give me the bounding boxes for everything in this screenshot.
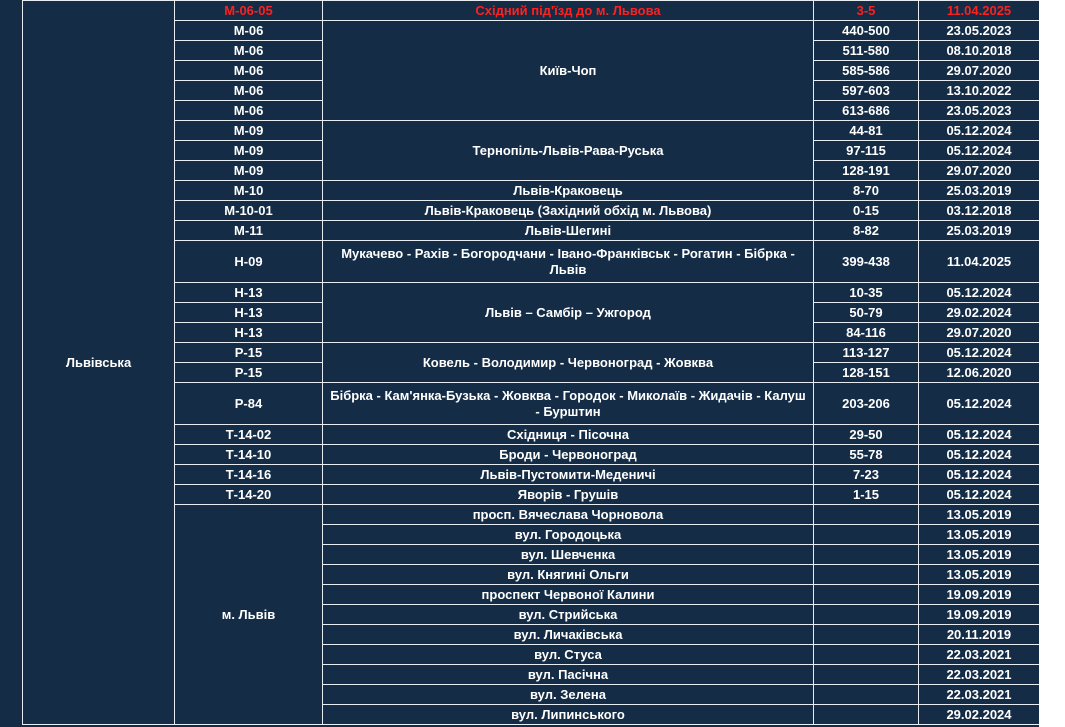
date-cell: 05.12.2024 — [919, 343, 1040, 363]
table-row — [23, 485, 1040, 505]
table-row — [23, 425, 1040, 445]
region-cell: Львівська — [23, 1, 175, 725]
street-name-cell: вул. Липинського — [323, 705, 814, 725]
city-cell: м. Львів — [175, 505, 323, 725]
km-range-cell — [814, 505, 919, 525]
date-cell: 13.05.2019 — [919, 545, 1040, 565]
road-code-cell: М-06 — [175, 21, 323, 41]
road-code-cell: М-06 — [175, 61, 323, 81]
date-cell: 05.12.2024 — [919, 465, 1040, 485]
km-range-cell — [814, 645, 919, 665]
date-cell: 19.09.2019 — [919, 585, 1040, 605]
date-cell: 29.02.2024 — [919, 705, 1040, 725]
km-range-cell: 597-603 — [814, 81, 919, 101]
road-name-cell: Ковель - Володимир - Червоноград - Жовква — [323, 343, 814, 383]
road-name-cell: Київ-Чоп — [323, 21, 814, 121]
km-range-cell — [814, 585, 919, 605]
km-range-cell: 29-50 — [814, 425, 919, 445]
km-range-cell: 440-500 — [814, 21, 919, 41]
km-range-cell: 97-115 — [814, 141, 919, 161]
date-cell: 05.12.2024 — [919, 121, 1040, 141]
table-row — [23, 343, 1040, 363]
road-code-cell: М-06 — [175, 101, 323, 121]
road-code-cell: Н-13 — [175, 323, 323, 343]
date-cell: 13.10.2022 — [919, 81, 1040, 101]
road-code-cell: Р-15 — [175, 343, 323, 363]
date-cell: 13.05.2019 — [919, 525, 1040, 545]
table-row — [23, 445, 1040, 465]
date-cell: 05.12.2024 — [919, 141, 1040, 161]
date-cell: 05.12.2024 — [919, 283, 1040, 303]
date-cell: 11.04.2025 — [919, 241, 1040, 283]
km-range-cell: 1-15 — [814, 485, 919, 505]
date-cell: 29.07.2020 — [919, 323, 1040, 343]
km-range-cell: 128-151 — [814, 363, 919, 383]
km-range-cell: 7-23 — [814, 465, 919, 485]
road-name-cell: Львів-Краковець (Західний обхід м. Львова) — [323, 201, 814, 221]
date-cell: 25.03.2019 — [919, 181, 1040, 201]
road-code-cell: М-06 — [175, 41, 323, 61]
road-code-cell: М-06 — [175, 81, 323, 101]
date-cell: 29.02.2024 — [919, 303, 1040, 323]
road-code-cell: М-09 — [175, 161, 323, 181]
street-name-cell: вул. Стрийська — [323, 605, 814, 625]
road-name-cell: Львів-Пустомити-Меденичі — [323, 465, 814, 485]
km-range-cell: 3-5 — [814, 1, 919, 21]
date-cell: 29.07.2020 — [919, 161, 1040, 181]
road-code-cell: М-06-05 — [175, 1, 323, 21]
street-name-cell: вул. Шевченка — [323, 545, 814, 565]
road-name-cell: Львів-Шегині — [323, 221, 814, 241]
road-code-cell: Р-84 — [175, 383, 323, 425]
table-row — [23, 283, 1040, 303]
km-range-cell: 128-191 — [814, 161, 919, 181]
km-range-cell: 0-15 — [814, 201, 919, 221]
km-range-cell: 55-78 — [814, 445, 919, 465]
road-name-cell: Мукачево - Рахів - Богородчани - Івано-Франківськ - Рогатин - Бібрка - Львів — [323, 241, 814, 283]
road-name-cell: Яворів - Грушів — [323, 485, 814, 505]
road-code-cell: Н-13 — [175, 283, 323, 303]
km-range-cell — [814, 545, 919, 565]
date-cell: 13.05.2019 — [919, 505, 1040, 525]
road-code-cell: М-10 — [175, 181, 323, 201]
date-cell: 05.12.2024 — [919, 425, 1040, 445]
road-code-cell: Н-13 — [175, 303, 323, 323]
km-range-cell — [814, 705, 919, 725]
date-cell: 22.03.2021 — [919, 645, 1040, 665]
street-name-cell: вул. Пасічна — [323, 665, 814, 685]
date-cell: 05.12.2024 — [919, 445, 1040, 465]
road-code-cell: Т-14-20 — [175, 485, 323, 505]
km-range-cell: 84-116 — [814, 323, 919, 343]
date-cell: 05.12.2024 — [919, 383, 1040, 425]
road-code-cell: Р-15 — [175, 363, 323, 383]
street-name-cell: вул. Личаківська — [323, 625, 814, 645]
street-name-cell: просп. Вячеслава Чорновола — [323, 505, 814, 525]
date-cell: 22.03.2021 — [919, 665, 1040, 685]
km-range-cell: 8-70 — [814, 181, 919, 201]
date-cell: 12.06.2020 — [919, 363, 1040, 383]
street-name-cell: вул. Стуса — [323, 645, 814, 665]
km-range-cell: 585-586 — [814, 61, 919, 81]
date-cell: 25.03.2019 — [919, 221, 1040, 241]
road-name-cell: Броди - Червоноград — [323, 445, 814, 465]
road-name-cell: Східний під'їзд до м. Львова — [323, 1, 814, 21]
table-row — [23, 465, 1040, 485]
date-cell: 20.11.2019 — [919, 625, 1040, 645]
date-cell: 03.12.2018 — [919, 201, 1040, 221]
km-range-cell: 613-686 — [814, 101, 919, 121]
km-range-cell — [814, 685, 919, 705]
km-range-cell — [814, 605, 919, 625]
km-range-cell: 8-82 — [814, 221, 919, 241]
road-name-cell: Тернопіль-Львів-Рава-Руська — [323, 121, 814, 181]
road-code-cell: М-11 — [175, 221, 323, 241]
roads-table-body — [23, 1, 1040, 725]
table-row — [23, 121, 1040, 141]
road-name-cell: Східниця - Пісочна — [323, 425, 814, 445]
table-row — [23, 505, 1040, 525]
street-name-cell: проспект Червоної Калини — [323, 585, 814, 605]
km-range-cell: 44-81 — [814, 121, 919, 141]
street-name-cell: вул. Городоцька — [323, 525, 814, 545]
road-name-cell: Львів – Самбір – Ужгород — [323, 283, 814, 343]
road-code-cell: Т-14-16 — [175, 465, 323, 485]
table-row — [23, 1, 1040, 21]
km-range-cell: 50-79 — [814, 303, 919, 323]
km-range-cell — [814, 625, 919, 645]
date-cell: 13.05.2019 — [919, 565, 1040, 585]
road-name-cell: Львів-Краковець — [323, 181, 814, 201]
table-row — [23, 201, 1040, 221]
roads-table — [22, 0, 1040, 725]
road-code-cell: М-09 — [175, 141, 323, 161]
table-row — [23, 383, 1040, 425]
date-cell: 29.07.2020 — [919, 61, 1040, 81]
right-edge-panel — [1039, 0, 1065, 727]
table-row — [23, 181, 1040, 201]
road-code-cell: М-10-01 — [175, 201, 323, 221]
road-code-cell: Т-14-02 — [175, 425, 323, 445]
date-cell: 23.05.2023 — [919, 21, 1040, 41]
table-row — [23, 21, 1040, 41]
date-cell: 08.10.2018 — [919, 41, 1040, 61]
table-row — [23, 241, 1040, 283]
km-range-cell — [814, 525, 919, 545]
date-cell: 19.09.2019 — [919, 605, 1040, 625]
road-code-cell: Т-14-10 — [175, 445, 323, 465]
table-row — [23, 221, 1040, 241]
date-cell: 22.03.2021 — [919, 685, 1040, 705]
street-name-cell: вул. Княгині Ольги — [323, 565, 814, 585]
date-cell: 23.05.2023 — [919, 101, 1040, 121]
km-range-cell: 399-438 — [814, 241, 919, 283]
date-cell: 05.12.2024 — [919, 485, 1040, 505]
date-cell: 11.04.2025 — [919, 1, 1040, 21]
km-range-cell: 113-127 — [814, 343, 919, 363]
street-name-cell: вул. Зелена — [323, 685, 814, 705]
km-range-cell — [814, 565, 919, 585]
road-code-cell: М-09 — [175, 121, 323, 141]
km-range-cell: 10-35 — [814, 283, 919, 303]
road-name-cell: Бібрка - Кам'янка-Бузька - Жовква - Городок - Миколаїв - Жидачів - Калуш - Бурштин — [323, 383, 814, 425]
km-range-cell: 511-580 — [814, 41, 919, 61]
road-code-cell: Н-09 — [175, 241, 323, 283]
km-range-cell: 203-206 — [814, 383, 919, 425]
km-range-cell — [814, 665, 919, 685]
